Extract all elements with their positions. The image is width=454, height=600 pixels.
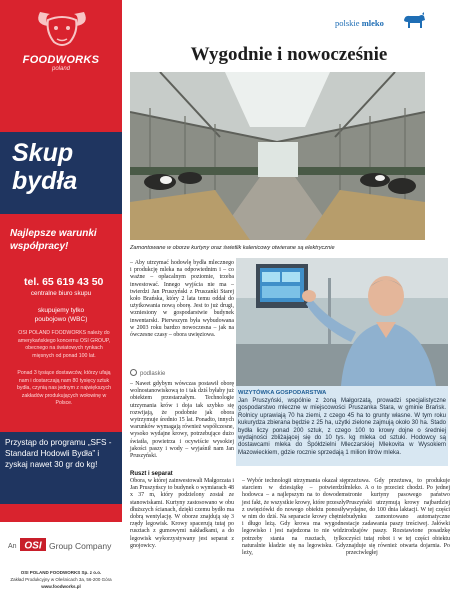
ad-footer-address: Zakład Produkcyjny w Oleśnicach 3a, 56-200 Góra <box>10 577 112 582</box>
article-column-1: – Aby utrzymać hodowlę bydła mlecznego i produkcję mleka na odpowiednim i – co ważne – opłacalnym poziomie, trzeba inwestować. Innego wyjścia nie ma – twierdzi Jan Pruszyński z Pruszanki Starej koło Brańska, który 2 lata temu oddał do użytkowania nową oborę. Jest to już drugi, wzniesiony w gospodarstwie budynek inwentarski. Pierwszym była wybudowana w 2003 roku bardzo nowoczesna – jak na ówczesne czasy – obora uwięziowa. <box>130 260 234 339</box>
article-column-2: – Nawet gdybym wówczas postawił oborę wolnostanowiskową to i tak dziś byłaby już obiektem przestarzałym. Technologie utrzymania krów i doja tak szybko się rozwijają, że podobnie jak obora wytrzymuje średnio 15 lat. Ponadto, innych warunków wymagają również współczesne, wysoko wydajne krowy, potrzebujące dużo światła, powietrza i ocywiście wysokiej jakości paszy i wody – wyjaśnił nam Jan Pruszyński. <box>130 381 234 460</box>
article-title: Wygodnie i nowocześnie <box>190 44 388 65</box>
ad-group-company: Group Company <box>49 541 112 551</box>
ad-phone-caption: centralne biuro skupu <box>30 290 92 297</box>
ad-phone[interactable]: tel. 65 619 43 50 <box>24 276 104 288</box>
ad-brand-name: FOODWORKS <box>22 54 100 66</box>
farmer-photo <box>236 258 448 386</box>
section-tag-prefix: polskie <box>335 18 360 28</box>
article-column-5: przeżuwa. Gdy przeżuwa, to produkuje mleko. A o to przecież chodzi. Po jednej stronie kurtyny pasowego państwo Pruszyński utrzymują krowy najbardziej wydajne, do 100 dnia laktacji. W tej części budynku zamontowano automatyczne stacje zadawania paszy treściwej. Jałówki rodzajów paszy. Rozstawione posadzkę czyści tutaj robot i w tej części obiektu znajduje się również otwarta dojarnia. Po przeciwległej <box>346 478 450 557</box>
osi-logo-icon <box>20 538 46 551</box>
region-tag <box>130 369 165 377</box>
ad-footer-company: OSI POLAND FOODWORKS Sp. z o.o. <box>20 570 102 575</box>
ad-cta[interactable]: Przystąp do programu „SFS - Standard Hodowli Bydła” i zyskaj nawet 30 gr do kg! <box>5 438 112 469</box>
article-column-4: – Wybór technologii utrzymania okazał się starciem w dziesiątkę – potwierdził hodowca – a najlepszym na to dowodem jest fakt, że wszystkie krowy, które przeszły z uwięziówki do nowego obiektu ponosiły w nim do dziś. Na separacie krowy chętnie i długo leżą. Gdy krowa ma wygodne legowisko i jest najedzona to nie widzi potrzeby stania na rusztach, tylko naturalnie kładzie się na legowisku. Gdy leży, <box>242 478 346 557</box>
section-tag-word: mleko <box>361 18 384 28</box>
bull-head-icon <box>30 6 94 50</box>
barn-interior-photo <box>130 72 425 240</box>
article-column-3: Obora, w której zainwestowali Małgorzata i Jan Pruszyńscy to budynek o wymiarach 48 x 37 m, który podzielony został ze stanowiskami. Kurtyny zastosowano w obu dłuższych ścianach, dzięki czemu bydło ma dobrą wentylację. W oborze znajdują się 3 rzędy legowisk. Krowy spacerują tutaj po rusztach z gumowymi nakładkami, a do legowisk wykorzystywany jest separat z gnojowicy. <box>130 478 234 549</box>
region-icon <box>130 369 137 376</box>
osi-logo-text: OSI <box>24 540 42 551</box>
ad-brand-sub: poland <box>51 66 71 72</box>
ad-buy-note: skupujemy tylko poubojowo (WBC) <box>34 307 88 323</box>
ad-suppliers-paragraph: Ponad 3 tysiące dostawców, którzy ufają nam i dostarczają nam 80 tysięcy sztuk bydła, czynią nas jednym z największych zakładów produkujących wołowinę w Polsce. <box>17 370 111 406</box>
ad-footer-web[interactable]: www.foodworks.pl <box>41 584 81 589</box>
region-label: podlaskie <box>140 371 166 377</box>
ad-headline: Skup bydła <box>12 139 78 195</box>
section-tag <box>335 18 384 28</box>
farm-info-title: WIZYTÓWKA GOSPODARSTWA <box>238 390 327 396</box>
cow-icon <box>402 12 426 30</box>
ad-slogan: Najlepsze warunki współpracy! <box>10 228 97 252</box>
photo-caption: Zamontowane w oborze kurtyny oraz świetlik kalenicowy otwierane są elektrycznie <box>130 245 335 251</box>
ad-company-paragraph: OSI POLAND FOODWORKS należy do amerykańskiego koncernu OSI GROUP, obecnego na światowych rynkach mięsnych od ponad 100 lat. <box>17 330 111 359</box>
farm-info-text: Jan Pruszyński, wspólnie z żoną Małgorzatą, prowadzi specjalistyczne gospodarstwo mleczne w miejscowości Pruszanka Stara, w gminie Brańsk. Rolnicy uprawiają 70 ha ziemi, z czego 45 ha to grunty własne. W tym roku kukurydza zbierana będzie z 25 ha, użytki zielone zajmują około 30 ha. Stado bydła liczy ponad 200 sztuk, z czego 100 to krowy dojne o średniej wydajności zbliżającej się do 10 tys. kg mleka od sztuki. Hodowcy są dostawcami mleka do Spółdzielni Mleczarskiej Mlekovita w Wysokiem Mazowieckiem, gdzie rocznie sprzedają 1 milion litrów mleka. <box>238 398 446 456</box>
article-subhead: Ruszt i separat <box>130 471 173 477</box>
ad-group-an: An <box>8 543 17 550</box>
ad-sidebar <box>0 0 122 600</box>
